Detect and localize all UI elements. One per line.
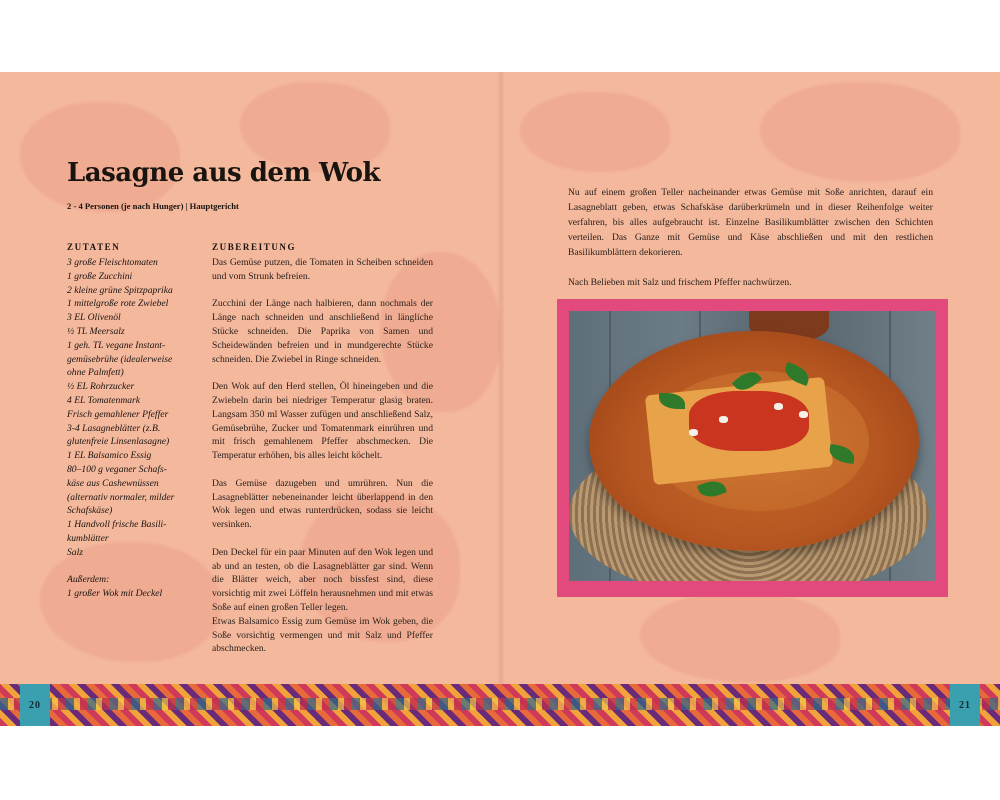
preparation-heading: ZUBEREITUNG <box>212 242 297 252</box>
ingredient-item: 2 kleine grüne Spitzpaprika <box>67 284 173 296</box>
book-spread <box>0 72 1000 684</box>
ingredient-item: gemüsebrühe (idealerweise <box>67 353 173 365</box>
continuation-paragraph: Nu auf einem großen Teller nacheinander etwas Gemüse mit Soße anrichten, darauf ein Lasagneblatt geben, etwas Schafskäse darüberkrümeln und in dieser Reihenfolge weiter verfahren, bis alles aufgebraucht ist. Einzelne Basilikumblätter zwischen den Schichten verteilen. Das Ganze mit Gemüse und Käse abschließen und mit den restlichen Basilikumblättern dekorieren. <box>568 187 933 258</box>
ingredient-item: 3 EL Olivenöl <box>67 312 121 324</box>
sauce-shape <box>689 391 809 451</box>
ingredient-item: Frisch gemahlener Pfeffer <box>67 408 169 420</box>
ingredient-item: 4 EL Tomatenmark <box>67 394 141 406</box>
preparation-step: Das Gemüse dazugeben und umrühren. Nun die Lasagneblätter nebeneinander leicht überlappend in den Wok legen und etwas runterdrücken, sodass sie leicht versinken. <box>212 477 433 531</box>
ingredient-item: ohne Palmfett) <box>67 367 124 379</box>
preparation-step: Den Wok auf den Herd stellen, Öl hineingeben und die Zwiebeln darin bei niedriger Temperatur glasig braten. Langsam 350 ml Wasser zufügen und anschließend Salz, Gemüsebrühe, Zucker und Tomatenmark einrühren und mit frisch gemahlenem Pfeffer abschmecken. Die Temperatur erhöhen, bis alles leicht köchelt. <box>212 381 433 462</box>
ingredient-item: 3-4 Lasagneblätter (z.B. <box>67 422 161 434</box>
dish-photo-frame <box>557 299 948 597</box>
extra-item: 1 großer Wok mit Deckel <box>67 588 163 600</box>
preparation-step: Das Gemüse putzen, die Tomaten in Scheiben schneiden und vom Strunk befreien. <box>212 257 433 282</box>
ingredient-item: 1 große Zucchini <box>67 270 133 282</box>
page-number-right: 21 <box>950 684 980 726</box>
extras-heading: Außerdem: <box>67 574 110 586</box>
ingredient-item: 1 geh. TL vegane Instant- <box>67 339 166 351</box>
ingredient-item: (alternativ normaler, milder <box>67 491 175 503</box>
preparation-step: Zucchini der Länge nach halbieren, dann nochmals der Länge nach schneiden und anschließend in längliche Stücke schneiden. Die Paprika von Samen und Scheidewänden befreien und in mundgerechte Stücke schneiden. Die Zwiebel in Ringe schneiden. <box>212 298 433 365</box>
recipe-title: Lasagne aus dem Wok <box>67 158 380 188</box>
continuation-paragraph: Nach Belieben mit Salz und frischem Pfeffer nachwürzen. <box>568 277 792 288</box>
ingredient-item: 1 mittelgroße rote Zwiebel <box>67 298 169 310</box>
koi-pattern <box>520 92 670 172</box>
ingredient-item: käse aus Cashewnüssen <box>67 477 159 489</box>
ingredients-list <box>67 256 202 601</box>
cheese-crumb <box>774 403 783 410</box>
cheese-crumb <box>719 416 728 423</box>
ingredients-heading: ZUTATEN <box>67 242 121 252</box>
ingredient-item: ½ EL Rohrzucker <box>67 381 135 393</box>
cheese-crumb <box>799 411 808 418</box>
woven-footer-band <box>0 684 1000 726</box>
koi-pattern <box>20 102 180 212</box>
ingredient-item: 3 große Fleischtomaten <box>67 257 158 268</box>
koi-pattern <box>760 82 960 182</box>
preparation-step: Etwas Balsamico Essig zum Gemüse im Wok geben, die Soße vorsichtig vermengen und mit Salz und Pfeffer abschmecken. <box>212 615 433 655</box>
ingredient-item: 1 Handvoll frische Basili- <box>67 519 167 531</box>
list-spacer <box>67 560 202 574</box>
preparation-step: Den Deckel für ein paar Minuten auf den Wok legen und ab und an testen, ob die Lasagneblätter gar sind. Wenn die Blätter weich, aber noch bissfest sind, diese vorsichtig mit zwei Löffeln herausnehmen und mit etwas Soße auf einen großen Teller legen. <box>212 546 433 613</box>
ingredient-item: glutenfreie Linsenlasagne) <box>67 436 170 448</box>
book-gutter <box>497 72 505 684</box>
page-number-left: 20 <box>20 684 50 726</box>
ingredient-item: Salz <box>67 546 83 558</box>
ingredient-item: ½ TL Meersalz <box>67 325 125 337</box>
preparation-text <box>212 256 433 656</box>
koi-pattern <box>640 592 840 682</box>
ingredient-item: Schafskäse) <box>67 505 113 517</box>
preparation-continuation <box>568 185 933 305</box>
cheese-crumb <box>689 429 698 436</box>
ingredient-item: 80–100 g veganer Schafs- <box>67 463 167 475</box>
ingredient-item: 1 EL Balsamico Essig <box>67 450 152 462</box>
ingredient-item: kumblätter <box>67 532 109 544</box>
dish-photo <box>569 311 936 581</box>
recipe-subtitle: 2 - 4 Personen (je nach Hunger) | Hauptgericht <box>67 201 239 211</box>
